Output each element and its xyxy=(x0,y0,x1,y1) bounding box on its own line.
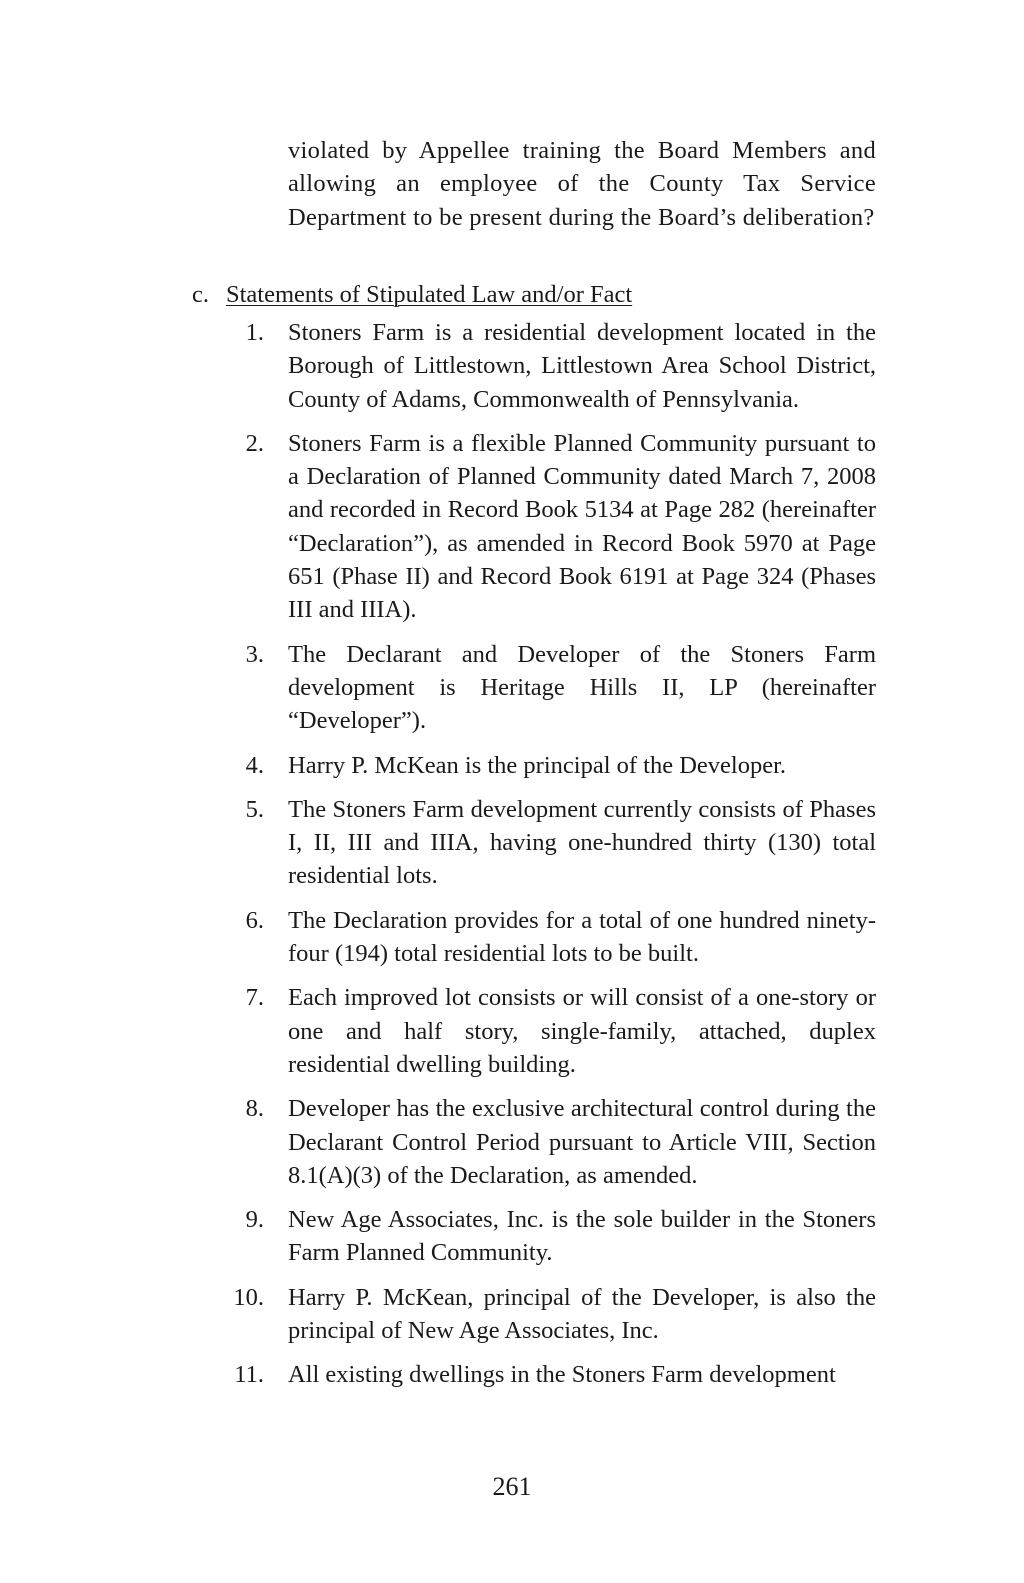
list-item xyxy=(232,316,876,416)
continued-paragraph: violated by Appellee training the Board Members and allowing an employee of the County Tax Service Department to be present during the Board’s deliberation? xyxy=(288,137,876,231)
item-text: The Declarant and Developer of the Stoners Farm development is Heritage Hills II, LP (hereinafter “Developer”). xyxy=(288,640,876,735)
item-text: Harry P. McKean, principal of the Developer, is also the principal of New Age Associates, Inc. xyxy=(288,1283,876,1345)
item-text: Stoners Farm is a residential development located in the Borough of Littlestown, Littlestown Area School District, County of Adams, Commonwealth of Pennsylvania. xyxy=(288,319,876,413)
item-text: New Age Associates, Inc. is the sole builder in the Stoners Farm Planned Community. xyxy=(288,1206,876,1267)
item-text: The Declaration provides for a total of one hundred ninety-four (194) total residential lots to be built. xyxy=(288,906,876,968)
item-text: Harry P. McKean is the principal of the Developer. xyxy=(288,751,787,779)
section-title: Statements of Stipulated Law and/or Fact xyxy=(226,281,633,308)
item-text: Stoners Farm is a flexible Planned Community pursuant to a Declaration of Planned Community dated March 7, 2008 and recorded in Record Book 5134 at Page 282 (hereinafter “Declaration”), as amended in Record Book 5970 at Page 651 (Phase II) and Record Book 6191 at Page 324 (Phases III and IIIA). xyxy=(288,429,876,624)
list-item xyxy=(232,1092,876,1192)
item-text: Each improved lot consists or will consist of a one-story or one and half story, single-family, attached, duplex residential dwelling building. xyxy=(288,984,876,1078)
section-letter: c. xyxy=(192,281,209,308)
item-text: All existing dwellings in the Stoners Farm development xyxy=(288,1361,836,1389)
item-number: 2. xyxy=(245,429,264,457)
list-item xyxy=(232,749,876,782)
item-number: 10. xyxy=(233,1283,264,1311)
list-item xyxy=(232,427,876,627)
item-number: 8. xyxy=(245,1095,264,1123)
page-number: 261 xyxy=(492,1472,532,1501)
list-item xyxy=(232,981,876,1081)
list-item xyxy=(232,1281,876,1348)
item-text: Developer has the exclusive architectural control during the Declarant Control Period pursuant to Article VIII, Section 8.1(A)(3) of the Declaration, as amended. xyxy=(288,1095,876,1189)
item-number: 3. xyxy=(245,640,264,668)
list-item xyxy=(232,793,876,893)
list-item xyxy=(232,1358,876,1391)
item-number: 4. xyxy=(245,751,264,779)
item-number: 1. xyxy=(245,319,264,346)
item-number: 6. xyxy=(245,906,264,934)
stipulated-facts-list xyxy=(232,316,876,1403)
item-number: 7. xyxy=(245,984,264,1012)
list-item xyxy=(232,638,876,738)
item-number: 9. xyxy=(245,1206,264,1234)
item-number: 5. xyxy=(245,795,264,823)
list-item xyxy=(232,904,876,971)
item-text: The Stoners Farm development currently consists of Phases I, II, III and IIIA, having one-hundred thirty (130) total residential lots. xyxy=(288,795,876,890)
list-item xyxy=(232,1203,876,1270)
item-number: 11. xyxy=(234,1361,264,1389)
section-heading xyxy=(192,278,632,311)
